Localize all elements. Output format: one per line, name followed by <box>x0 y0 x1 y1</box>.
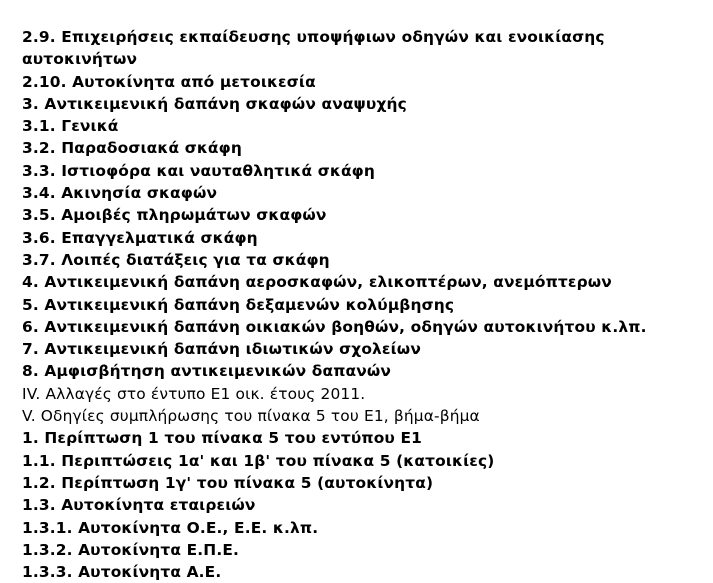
list-item: 6. Αντικειμενική δαπάνη οικιακών βοηθών, οδηγών αυτοκινήτου κ.λπ. <box>22 317 647 336</box>
list-item: 1.1. Περιπτώσεις 1α' και 1β' του πίνακα 5 (κατοικίες) <box>22 451 495 470</box>
list-item: 3.2. Παραδοσιακά σκάφη <box>22 139 242 158</box>
table-of-contents-list <box>22 26 695 583</box>
list-item: 2.10. Αυτοκίνητα από μετοικεσία <box>22 72 316 91</box>
list-item: 3.4. Ακινησία σκαφών <box>22 184 218 203</box>
list-item: 3.7. Λοιπές διατάξεις για τα σκάφη <box>22 250 330 269</box>
list-item: 8. Αμφισβήτηση αντικειμενικών δαπανών <box>22 362 392 381</box>
list-item: V. Οδηγίες συμπλήρωσης του πίνακα 5 του Ε1, βήμα-βήμα <box>22 407 480 426</box>
list-item: 1.3.2. Αυτοκίνητα Ε.Π.Ε. <box>22 540 239 559</box>
list-item: 1.3.1. Αυτοκίνητα Ο.Ε., Ε.Ε. κ.λπ. <box>22 518 319 537</box>
list-item: 4. Αντικειμενική δαπάνη αεροσκαφών, ελικοπτέρων, ανεμόπτερων <box>22 273 612 292</box>
list-item: 3.6. Επαγγελματικά σκάφη <box>22 228 258 247</box>
list-item: 1.2. Περίπτωση 1γ' του πίνακα 5 (αυτοκίνητα) <box>22 473 434 492</box>
list-item: 3.3. Ιστιοφόρα και ναυταθλητικά σκάφη <box>22 161 375 180</box>
list-item: 3.5. Αμοιβές πληρωμάτων σκαφών <box>22 206 327 225</box>
list-item: 2.9. Επιχειρήσεις εκπαίδευσης υποψήφιων οδηγών και ενοικίασης αυτοκινήτων <box>22 28 605 69</box>
list-item: 7. Αντικειμενική δαπάνη ιδιωτικών σχολείων <box>22 340 421 359</box>
list-item: 3.1. Γενικά <box>22 117 119 136</box>
list-item: 1.3.3. Αυτοκίνητα Α.Ε. <box>22 563 222 582</box>
list-item: 1. Περίπτωση 1 του πίνακα 5 του εντύπου Ε1 <box>22 429 423 448</box>
list-item: 5. Αντικειμενική δαπάνη δεξαμενών κολύμβησης <box>22 295 455 314</box>
list-item: IV. Αλλαγές στο έντυπο Ε1 οικ. έτους 2011. <box>22 384 366 403</box>
list-item: 3. Αντικειμενική δαπάνη σκαφών αναψυχής <box>22 94 407 113</box>
list-item: 1.3. Αυτοκίνητα εταιρειών <box>22 496 256 515</box>
